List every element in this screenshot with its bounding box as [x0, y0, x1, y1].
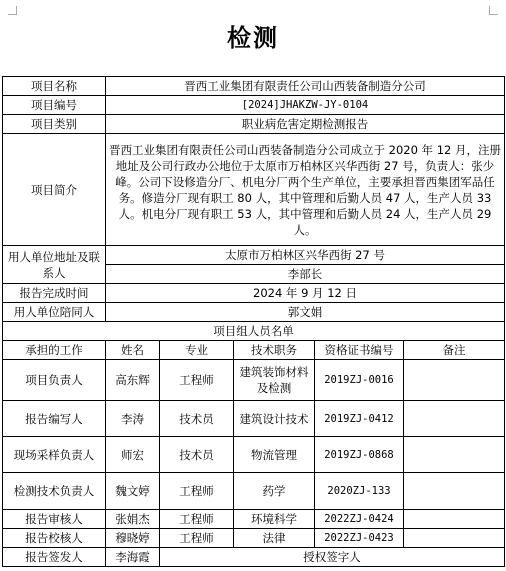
project-category-label: 项目类别 — [3, 115, 106, 134]
project-info-table — [2, 76, 505, 567]
row-project-number — [3, 96, 505, 115]
table-row — [3, 548, 505, 567]
row-project-category — [3, 115, 505, 134]
team-section-title: 项目组人员名单 — [3, 322, 505, 341]
team-cert-number: 2020ZJ-133 — [315, 473, 404, 510]
table-row — [3, 473, 505, 510]
team-remark — [404, 473, 505, 510]
team-header-cell: 资格证书编号 — [315, 341, 404, 360]
unit-escort-value: 郭文娟 — [106, 303, 505, 322]
project-intro-label: 项目简介 — [3, 134, 106, 246]
unit-escort-label: 用人单位陪同人 — [3, 303, 106, 322]
row-completion-time — [3, 284, 505, 303]
team-name: 高东辉 — [106, 360, 160, 401]
team-title: 药学 — [234, 473, 315, 510]
unit-address-value: 太原市万柏林区兴华西街 27 号 — [106, 246, 505, 265]
table-row — [3, 510, 505, 529]
team-remark — [404, 510, 505, 529]
signer-role: 授权签字人 — [160, 548, 505, 567]
team-role: 项目负责人 — [3, 360, 106, 401]
project-name-value: 晋西工业集团有限责任公司山西装备制造分公司 — [106, 77, 505, 96]
project-number-value: [2024]JHAKZW-JY-0104 — [106, 96, 505, 115]
row-unit-escort — [3, 303, 505, 322]
team-title: 建筑装饰材料及检测 — [234, 360, 315, 401]
project-category-value: 职业病危害定期检测报告 — [106, 115, 505, 134]
team-header-cell: 备注 — [404, 341, 505, 360]
team-name: 师宏 — [106, 437, 160, 473]
team-header-row — [3, 341, 505, 360]
team-header-cell: 技术职务 — [234, 341, 315, 360]
document-title: 检测 — [227, 23, 279, 52]
team-name: 张娟杰 — [106, 510, 160, 529]
team-title: 法律 — [234, 529, 315, 548]
team-remark — [404, 437, 505, 473]
team-name: 李涛 — [106, 401, 160, 437]
page-corner-mark-left — [8, 6, 17, 15]
team-title: 物流管理 — [234, 437, 315, 473]
team-profession: 工程师 — [160, 510, 234, 529]
row-project-name — [3, 77, 505, 96]
team-role: 报告审核人 — [3, 510, 106, 529]
team-header-cell: 姓名 — [106, 341, 160, 360]
team-name: 穆晓婷 — [106, 529, 160, 548]
team-role: 检测技术负责人 — [3, 473, 106, 510]
team-role: 报告编写人 — [3, 401, 106, 437]
completion-time-value: 2024 年 9 月 12 日 — [106, 284, 505, 303]
team-remark — [404, 360, 505, 401]
project-name-label: 项目名称 — [3, 77, 106, 96]
table-row — [3, 529, 505, 548]
team-title: 建筑设计技术 — [234, 401, 315, 437]
completion-time-label: 报告完成时间 — [3, 284, 106, 303]
team-cert-number: 2019ZJ-0868 — [315, 437, 404, 473]
signer-name: 李海霞 — [106, 548, 160, 567]
table-row — [3, 401, 505, 437]
unit-contact-value: 李部长 — [106, 265, 505, 284]
team-name: 魏文婷 — [106, 473, 160, 510]
project-intro-value: 晋西工业集团有限责任公司山西装备制造分公司成立于 2020 年 12 月，注册地址及公司行政办公地位于太原市万柏林区兴华西街 27 号，负责人：张少峰。公司下设修造分厂、机电分厂两个生产单位，主要承担晋西集团军品任务。修造分厂现有职工 80 人，其中管理和后勤人员 47 人，生产人员 33 人。机电分厂现有职工 53 人，其中管理和后勤人员 24 人，生产人员 29 人。 — [106, 134, 505, 246]
team-profession: 工程师 — [160, 360, 234, 401]
team-title: 环境科学 — [234, 510, 315, 529]
team-cert-number: 2019ZJ-0016 — [315, 360, 404, 401]
table-row — [3, 360, 505, 401]
team-cert-number: 2019ZJ-0412 — [315, 401, 404, 437]
team-cert-number: 2022ZJ-0423 — [315, 529, 404, 548]
team-profession: 工程师 — [160, 473, 234, 510]
team-cert-number: 2022ZJ-0424 — [315, 510, 404, 529]
team-profession: 技术员 — [160, 401, 234, 437]
unit-address-label: 用人单位地址及联系人 — [3, 246, 106, 284]
team-remark — [404, 401, 505, 437]
row-unit-address — [3, 246, 505, 265]
project-number-label: 项目编号 — [3, 96, 106, 115]
team-profession: 技术员 — [160, 437, 234, 473]
team-role: 现场采样负责人 — [3, 437, 106, 473]
page-corner-mark-right — [489, 6, 498, 15]
row-project-intro — [3, 134, 505, 246]
row-team-section-title — [3, 322, 505, 341]
team-remark — [404, 529, 505, 548]
team-header-cell: 承担的工作 — [3, 341, 106, 360]
team-profession: 工程师 — [160, 529, 234, 548]
table-row — [3, 437, 505, 473]
team-role: 报告校核人 — [3, 529, 106, 548]
team-header-cell: 专业 — [160, 341, 234, 360]
signer-label: 报告签发人 — [3, 548, 106, 567]
